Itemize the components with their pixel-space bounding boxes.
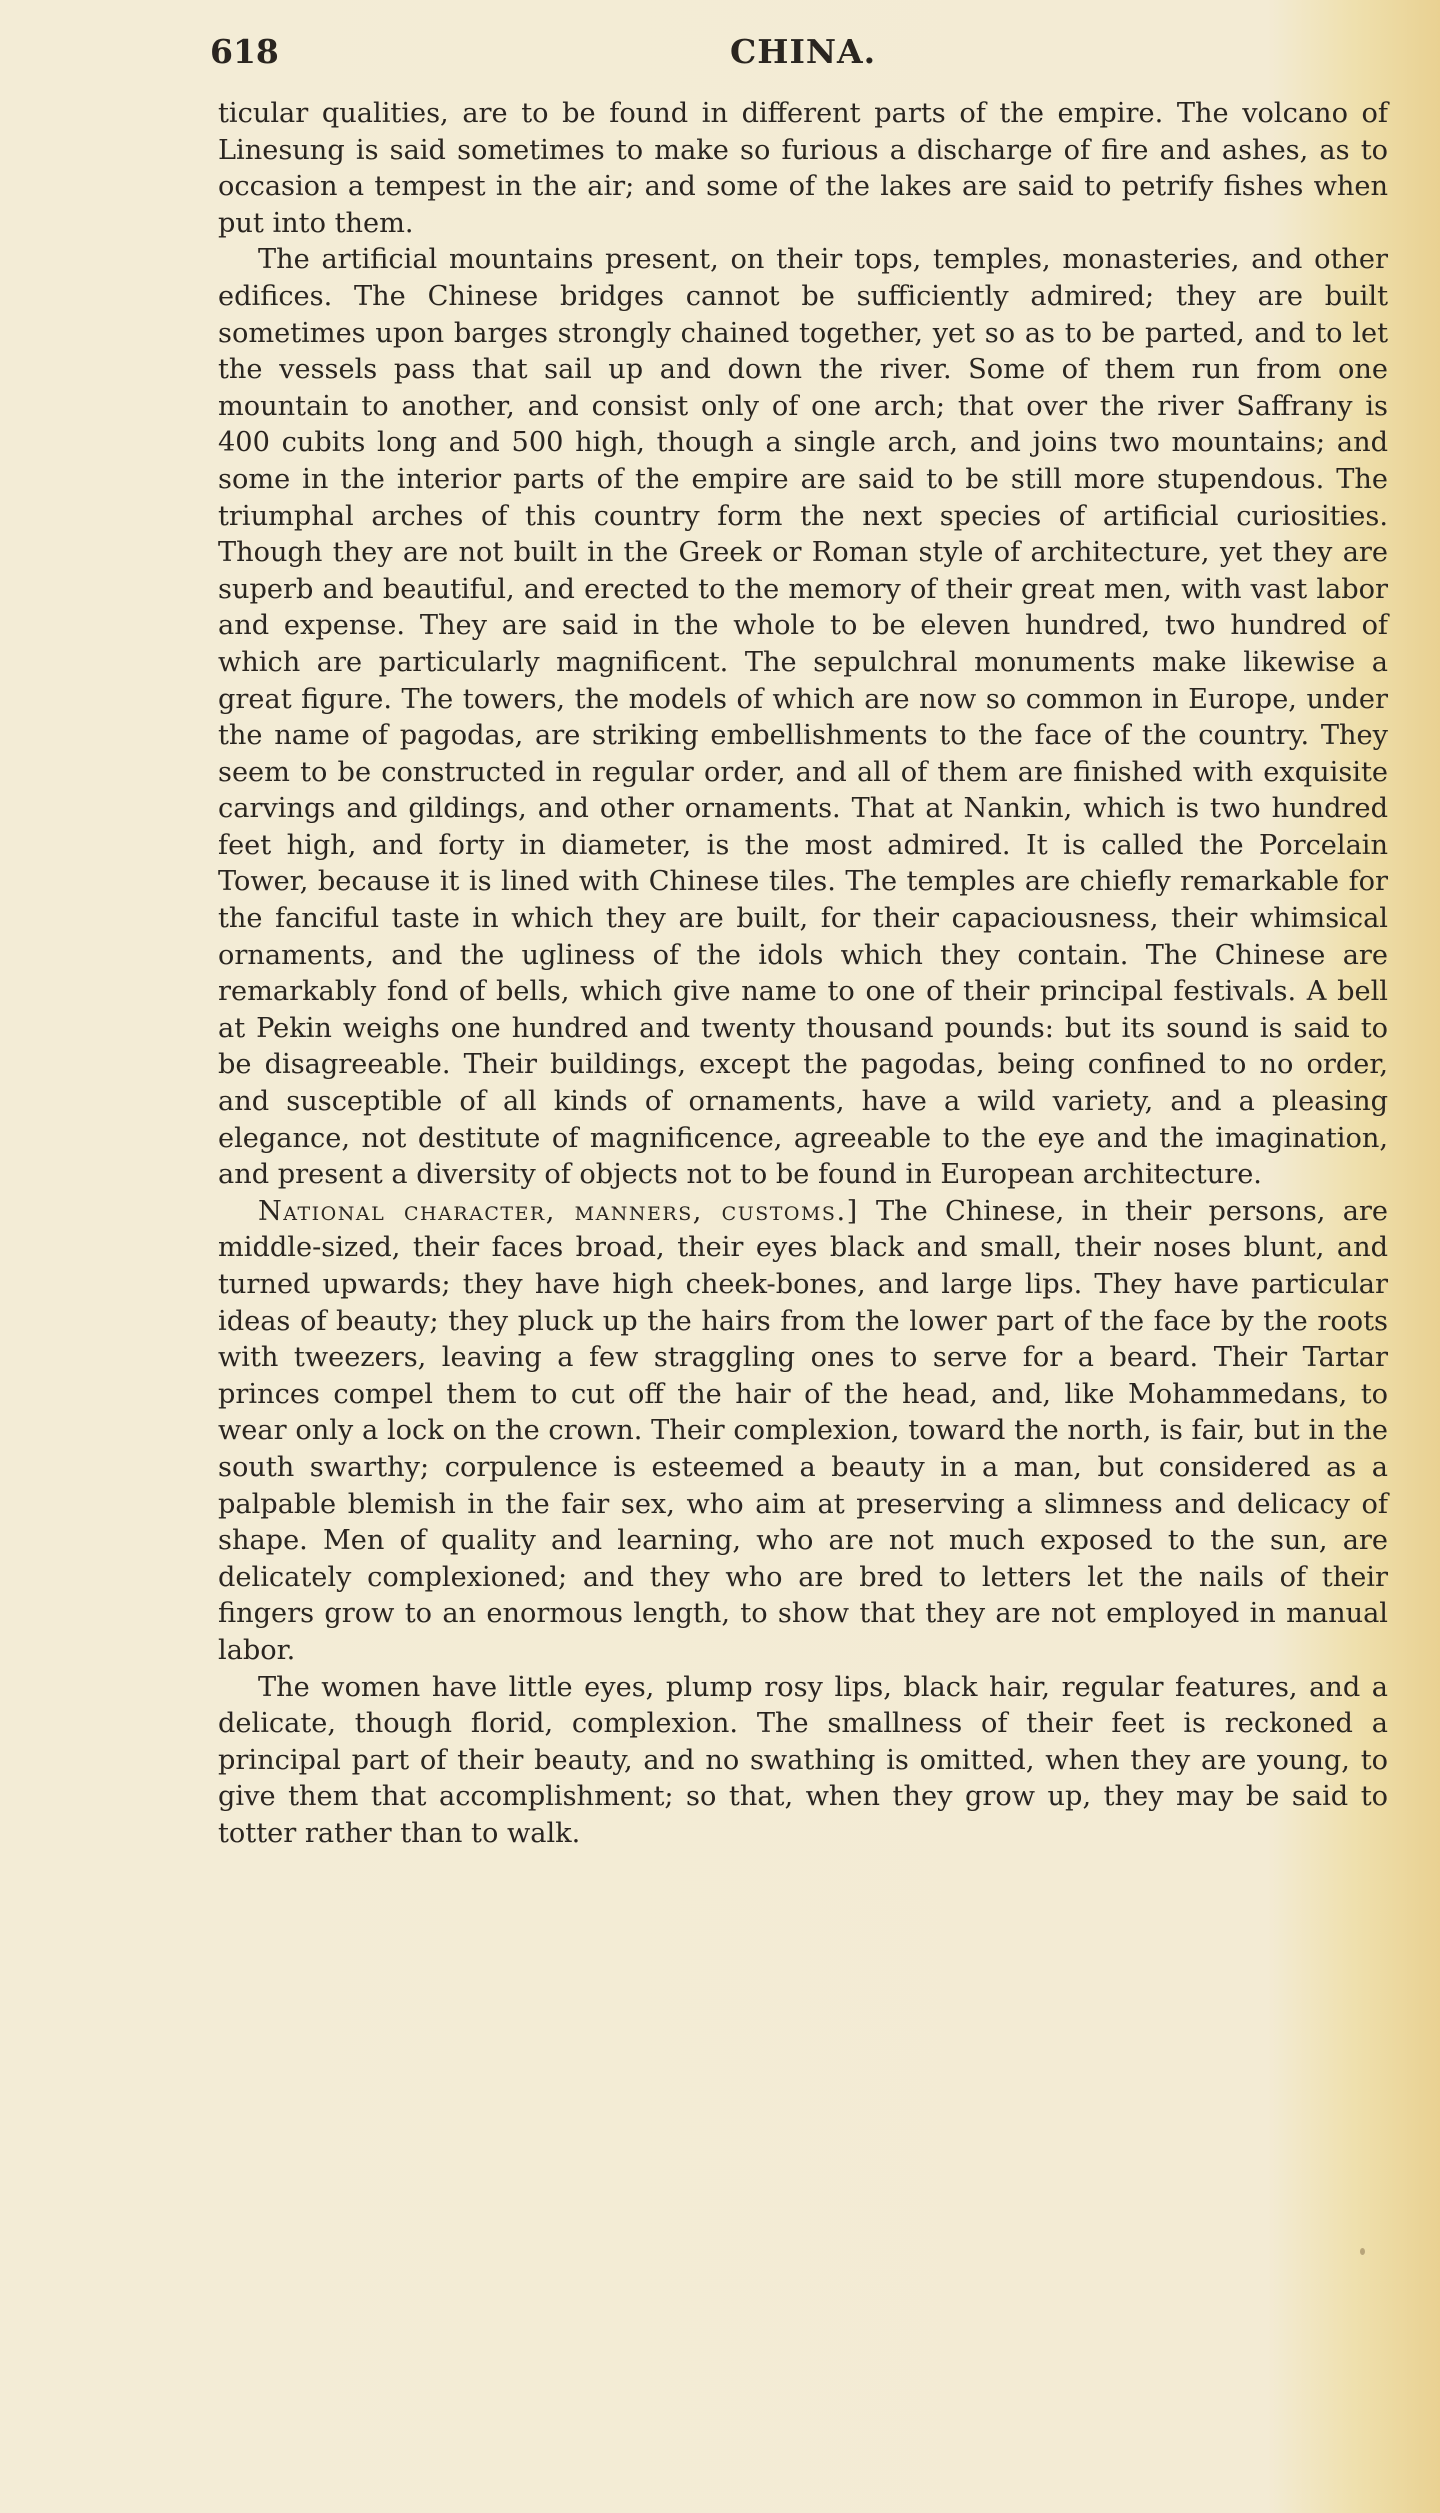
page-number: 618 [210, 32, 279, 71]
body-text [218, 96, 1388, 1853]
paragraph-national-character [218, 1194, 1388, 1670]
paragraph-text: ticular qualities, are to be found in different parts of the empire. The volcano of Linesung is said sometimes to make so furious a discharge of fire and ashes, as to occasion a tempest in the air; and some of the lakes are said to petrify fishes when put into them. [218, 98, 1388, 239]
page-header [210, 20, 1260, 80]
paragraph-text: The Chinese, in their persons, are middle-sized, their faces broad, their eyes black and small, their noses blunt, and turned upwards; they have high cheek-bones, and large lips. They have particular ideas of beauty; they pluck up the hairs from the lower part of the face by the roots with tweezers, leaving a few straggling ones to serve for a beard. Their Tartar princes compel them to cut off the hair of the head, and, like Mohammedans, to wear only a lock on the crown. Their complexion, toward the north, is fair, but in the south swarthy; corpulence is esteemed a beauty in a man, but considered as a palpable blemish in the fair sex, who aim at preserving a slimness and delicacy of shape. Men of quality and learning, who are not much exposed to the sun, are delicately complexioned; and they who are bred to letters let the nails of their fingers grow to an enormous length, to show that they are not employed in manual labor. [218, 1195, 1389, 1666]
section-heading: National character, manners, customs.] [258, 1195, 859, 1227]
paper-speck [1360, 2248, 1365, 2255]
running-head: CHINA. [730, 32, 877, 71]
paragraph-text: The women have little eyes, plump rosy lips, black hair, regular features, and a delicate, though florid, complexion. The smallness of their feet is reckoned a principal part of their beauty, and no swathing is omitted, when they are young, to give them that accomplishment; so that, when they grow up, they may be said to totter rather than to walk. [218, 1671, 1388, 1849]
paragraph-women [218, 1670, 1388, 1853]
paragraph-continuation [218, 96, 1388, 242]
paragraph-text: The artificial mountains present, on their tops, temples, monasteries, and other edifices. The Chinese bridges cannot be sufficiently admired; they are built sometimes upon barges strongly chained together, yet so as to be parted, and to let the vessels pass that sail up and down the river. Some of them run from one mountain to another, and consist only of one arch; that over the river Saffrany is 400 cubits long and 500 high, though a single arch, and joins two mountains; and some in the interior parts of the empire are said to be still more stupendous. The triumphal arches of this country form the next species of artificial curiosities. Though they are not built in the Greek or Roman style of architecture, yet they are superb and beautiful, and erected to the memory of their great men, with vast labor and expense. They are said in the whole to be eleven hundred, two hundred of which are particularly magnificent. The sepulchral monuments make likewise a great figure. The towers, the models of which are now so common in Europe, under the name of pagodas, are striking embellishments to the face of the country. They seem to be constructed in regular order, and all of them are finished with exquisite carvings and gildings, and other ornaments. That at Nankin, which is two hundred feet high, and forty in diameter, is the most admired. It is called the Porcelain Tower, because it is lined with Chinese tiles. The temples are chiefly remarkable for the fanciful taste in which they are built, for their capaciousness, their whimsical ornaments, and the ugliness of the idols which they contain. The Chinese are remarkably fond of bells, which give name to one of their principal festivals. A bell at Pekin weighs one hundred and twenty thousand pounds: but its sound is said to be disagreeable. Their buildings, except the pagodas, being confined to no order, and susceptible of all kinds of ornaments, have a wild variety, and a pleasing elegance, not destitute of magnificence, agreeable to the eye and the imagination, and present a diversity of objects not to be found in European architecture. [218, 244, 1388, 1191]
paragraph-artificial-mountains [218, 242, 1388, 1193]
